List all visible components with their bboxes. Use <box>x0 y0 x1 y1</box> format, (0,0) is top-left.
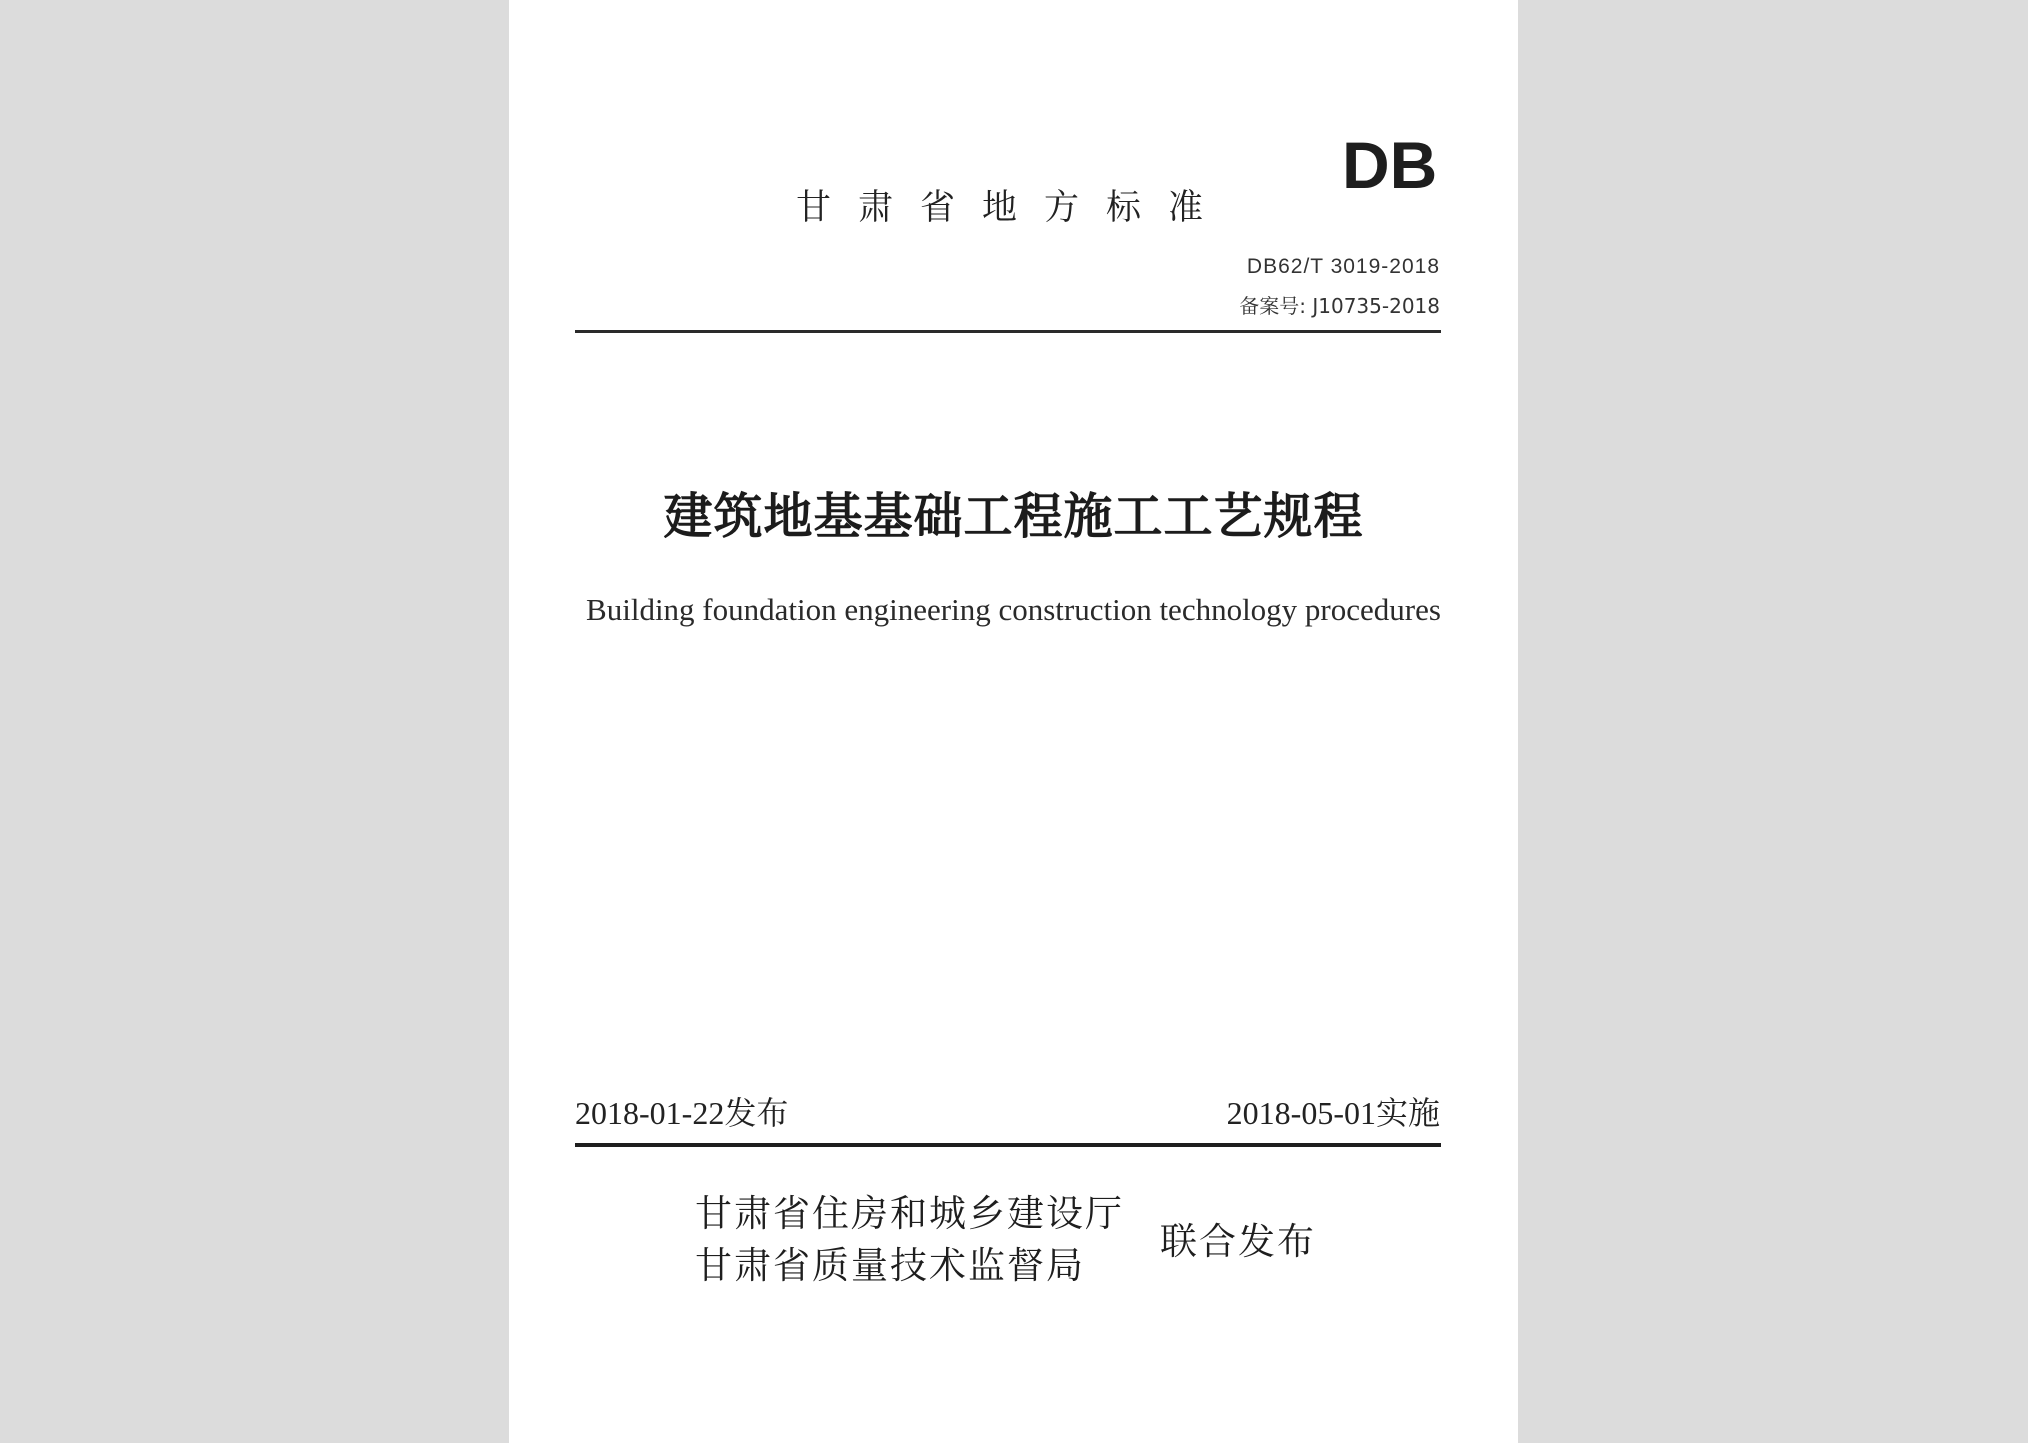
top-divider <box>575 330 1441 333</box>
standard-number: DB62/T 3019-2018 <box>1246 255 1440 278</box>
issuer-housing-department: 甘肃省住房和城乡建设厅 <box>695 1192 1124 1235</box>
joint-release-label: 联合发布 <box>1160 1220 1316 1263</box>
standard-type: 甘肃省地方标准 <box>796 188 1231 228</box>
issuer-quality-bureau: 甘肃省质量技术监督局 <box>695 1244 1085 1287</box>
title-english: Building foundation engineering construction technology procedures <box>586 592 1441 627</box>
issuing-agencies <box>695 1188 1124 1292</box>
standard-cover-page <box>509 0 1518 1443</box>
implementation-date: 2018-05-01实施 <box>1226 1095 1440 1131</box>
title-chinese: 建筑地基基础工程施工工艺规程 <box>663 487 1364 545</box>
bottom-divider <box>575 1143 1441 1147</box>
record-number: 备案号: J10735-2018 <box>1239 294 1440 318</box>
db-mark: DB <box>1342 128 1438 202</box>
issue-date: 2018-01-22发布 <box>575 1095 789 1131</box>
